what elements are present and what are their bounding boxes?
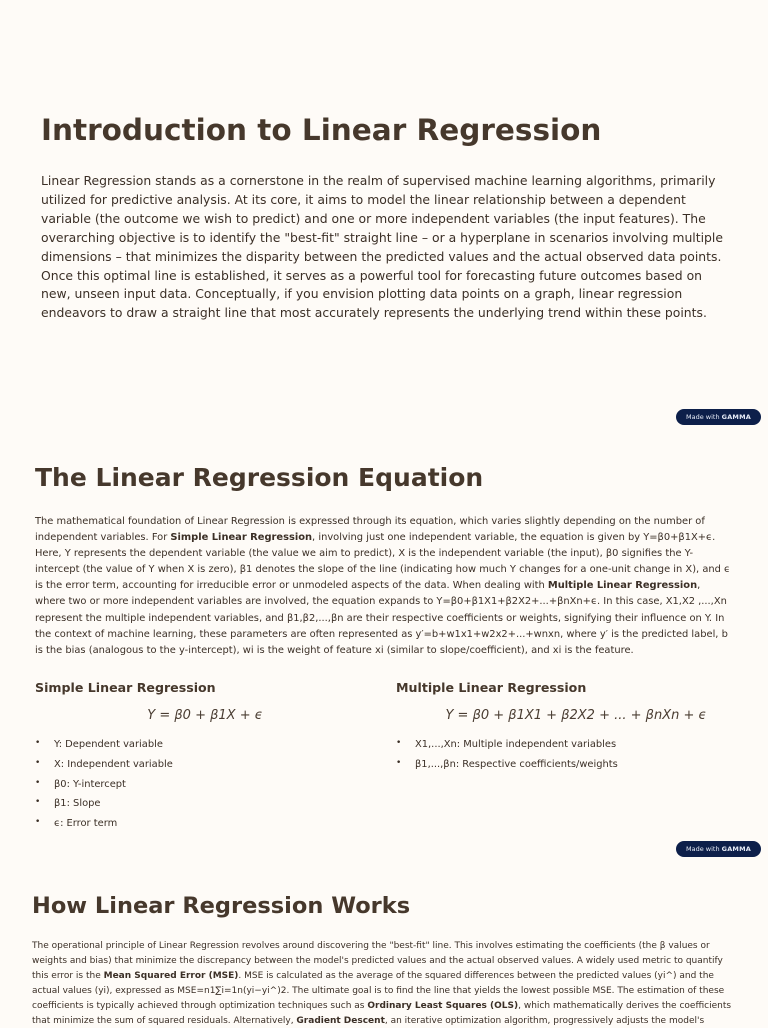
how-it-works-paragraph bbox=[32, 939, 732, 1028]
simple-regression-heading: Simple Linear Regression bbox=[35, 680, 216, 695]
list-item: • Y: Dependent variable bbox=[35, 739, 375, 751]
text-run: The operational principle of Linear Regression revolves around discovering the "best-fit" line. This involves estimating the coefficients (the β values or weights and bias) that minimize the discrepancy between the model's predicted values and the actual observed values. A widely used metric to quantify this error is the bbox=[32, 941, 723, 981]
bold-term-simple: Simple Linear Regression bbox=[170, 532, 313, 544]
badge-brand: GAMMA bbox=[721, 413, 751, 421]
bold-term-multiple: Multiple Linear Regression bbox=[547, 580, 698, 592]
list-item: • β1: Slope bbox=[35, 798, 375, 810]
made-with-gamma-badge[interactable] bbox=[676, 409, 761, 425]
list-item: • ϵ: Error term bbox=[35, 818, 375, 830]
badge-prefix: Made with bbox=[686, 413, 720, 421]
multiple-regression-column bbox=[396, 679, 756, 779]
text-run: , an iterative optimization algorithm, progressively adjusts the model's bbox=[384, 1015, 705, 1026]
text-run: , which mathematically derives the coefficients that minimize the sum of squared residuals. Alternatively, bbox=[32, 1000, 732, 1026]
multiple-regression-list bbox=[396, 739, 756, 771]
bold-term-gradient-descent: Gradient Descent bbox=[296, 1015, 385, 1026]
how-it-works-title: How Linear Regression Works bbox=[32, 893, 411, 919]
list-item: • X: Independent variable bbox=[35, 759, 375, 771]
bold-term-ols: Ordinary Least Squares (OLS) bbox=[367, 1000, 519, 1011]
badge-prefix: Made with bbox=[686, 845, 720, 853]
text-run: The mathematical foundation of Linear Regression is expressed through its equation, which varies slightly depending on the number of independent variables. For bbox=[35, 516, 705, 544]
how-it-works-section bbox=[0, 872, 768, 1024]
intro-section bbox=[0, 0, 768, 440]
simple-regression-equation: Y = β0 + β1X + ϵ bbox=[147, 708, 263, 723]
made-with-gamma-badge[interactable] bbox=[676, 841, 761, 857]
list-item: • β1,...,βn: Respective coefficients/weights bbox=[396, 759, 756, 771]
text-run: , where two or more independent variables are involved, the equation expands to Y=β0+β1X1+β2X2+...+βnXn+ϵ. In this case, X1,X2 ,...,Xn represent the multiple independent variables, and β1,β2,...,βn are their respective coefficients or weights, signifying their influence on Y. In the context of machine learning, these parameters are often represented as y′=b+w1x1+w2x2+...+wnxn, where y′ is the predicted label, b is the bias (analogous to the y-intercept), wi is the weight of feature xi (similar to slope/coefficient), and xi is the feature. bbox=[35, 580, 728, 656]
equation-paragraph bbox=[35, 514, 733, 659]
list-item: • β0: Y-intercept bbox=[35, 779, 375, 791]
multiple-regression-heading: Multiple Linear Regression bbox=[396, 680, 587, 695]
multiple-regression-equation: Y = β0 + β1X1 + β2X2 + ... + βnXn + ϵ bbox=[445, 708, 707, 723]
equation-section bbox=[0, 440, 768, 872]
list-item: • X1,...,Xn: Multiple independent variables bbox=[396, 739, 756, 751]
text-run: , involving just one independent variable, the equation is given by Y=β0+β1X+ϵ. Here, Y represents the dependent variable (the value we aim to predict), X is the independent variable (the input), β0 signifies the Y-intercept (the value of Y when X is zero), β1 denotes the slope of the line (indicating how much Y changes for a one-unit change in X), and ϵ is the error term, accounting for irreducible error or unmodeled aspects of the data. When dealing with bbox=[35, 532, 731, 592]
simple-regression-list bbox=[35, 739, 375, 830]
text-run: . MSE is calculated as the average of the squared differences between the predicted values (yi^) and the actual values (yi), expressed as MSE=n1∑i=1n(yi−yi^)2. The ultimate goal is to find the line that yields the lowest possible MSE. The estimation of these coefficients is typically achieved through optimization techniques such as bbox=[32, 970, 725, 1011]
intro-paragraph: Linear Regression stands as a cornerstone in the realm of supervised machine learning algorithms, primarily utilized for predictive analysis. At its core, it aims to model the linear relationship between a dependent variable (the outcome we wish to predict) and one or more independent variables (the input features). The overarching objective is to identify the "best-fit" straight line – or a hyperplane in scenarios involving multiple dimensions – that minimizes the disparity between the predicted values and the actual observed data points. Once this optimal line is established, it serves as a powerful tool for forecasting future outcomes based on new, unseen input data. Conceptually, if you envision plotting data points on a graph, linear regression endeavors to draw a straight line that most accurately represents the underlying trend within these points. bbox=[41, 173, 723, 321]
equation-title: The Linear Regression Equation bbox=[35, 463, 484, 492]
badge-brand: GAMMA bbox=[721, 845, 751, 853]
intro-title: Introduction to Linear Regression bbox=[41, 113, 602, 147]
simple-regression-column bbox=[35, 679, 375, 838]
bold-term-mse: Mean Squared Error (MSE) bbox=[103, 970, 239, 981]
